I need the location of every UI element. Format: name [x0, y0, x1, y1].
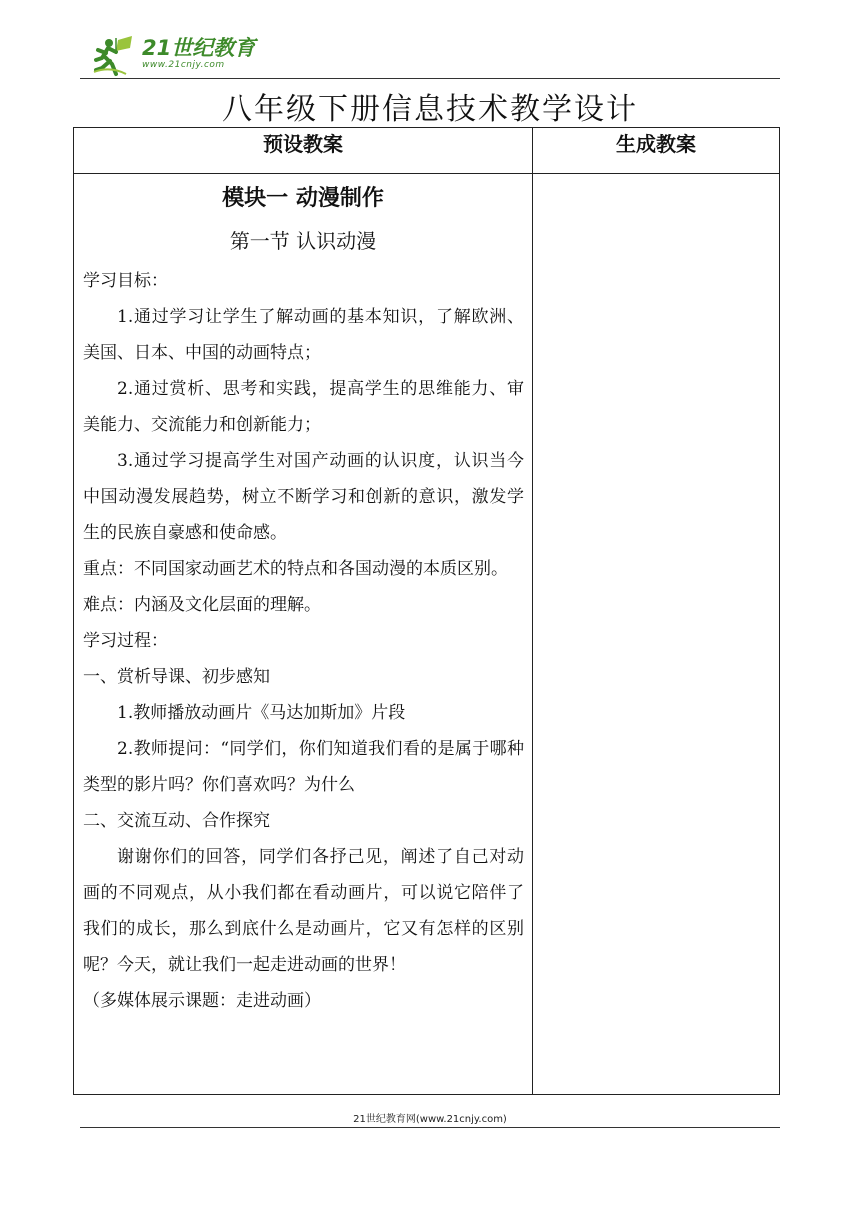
page-footer[interactable]: 21世纪教育网(www.21cnjy.com)	[353, 1114, 507, 1125]
runner-logo-icon	[92, 34, 136, 78]
lesson-paragraph: （多媒体展示课题：走进动画）	[83, 991, 321, 1011]
lesson-paragraph: 2.通过赏析、思考和实践，提高学生的思维能力、审美能力、交流能力和创新能力；	[83, 379, 524, 435]
lesson-paragraph: 谢谢你们的回答，同学们各抒己见，阐述了自己对动画的不同观点，从小我们都在看动画片，可以说它陪伴了我们的成长，那么到底什么是动画片，它又有怎样的区别呢？今天，就让我们一起走进动画的世界！	[83, 847, 524, 975]
lesson-paragraph: 难点：内涵及文化层面的理解。	[83, 595, 321, 615]
header-divider	[80, 78, 780, 79]
logo-url: www.21cnjy.com	[142, 60, 225, 70]
lesson-plan-table	[73, 127, 780, 1095]
module-title: 模块一 动漫制作	[222, 186, 384, 211]
logo-title: 21世纪教育	[142, 36, 256, 60]
lesson-paragraph: 1.教师播放动画片《马达加斯加》片段	[117, 703, 406, 723]
section-title: 第一节 认识动漫	[229, 229, 377, 253]
lesson-paragraph: 学习过程：	[83, 631, 168, 651]
lesson-paragraph: 1.通过学习让学生了解动画的基本知识，了解欧洲、美国、日本、中国的动画特点；	[83, 307, 524, 363]
site-logo[interactable]	[92, 34, 255, 78]
lesson-paragraph: 3.通过学习提高学生对国产动画的认识度，认识当今中国动漫发展趋势，树立不断学习和创新的意识，激发学生的民族自豪感和使命感。	[83, 451, 524, 543]
lesson-paragraph: 重点：不同国家动画艺术的特点和各国动漫的本质区别。	[83, 559, 508, 579]
lesson-paragraph: 学习目标：	[83, 271, 168, 291]
table-header-row	[74, 128, 780, 174]
page-header	[80, 28, 780, 80]
generated-plan-cell[interactable]	[533, 174, 780, 1095]
lesson-body	[74, 263, 532, 1019]
lesson-paragraph: 一、赏析导课、初步感知	[83, 667, 270, 687]
lesson-paragraph: 二、交流互动、合作探究	[83, 811, 270, 831]
preset-plan-cell	[74, 174, 533, 1095]
column-header-preset-plan: 预设教案	[74, 128, 533, 174]
footer-divider	[80, 1127, 780, 1128]
lesson-paragraph: 2.教师提问：“同学们，你们知道我们看的是属于哪种类型的影片吗？你们喜欢吗？为什么	[83, 739, 524, 795]
table-body-row	[74, 174, 780, 1095]
column-header-generated-plan: 生成教案	[533, 128, 780, 174]
document-title: 八年级下册信息技术教学设计	[222, 92, 638, 127]
